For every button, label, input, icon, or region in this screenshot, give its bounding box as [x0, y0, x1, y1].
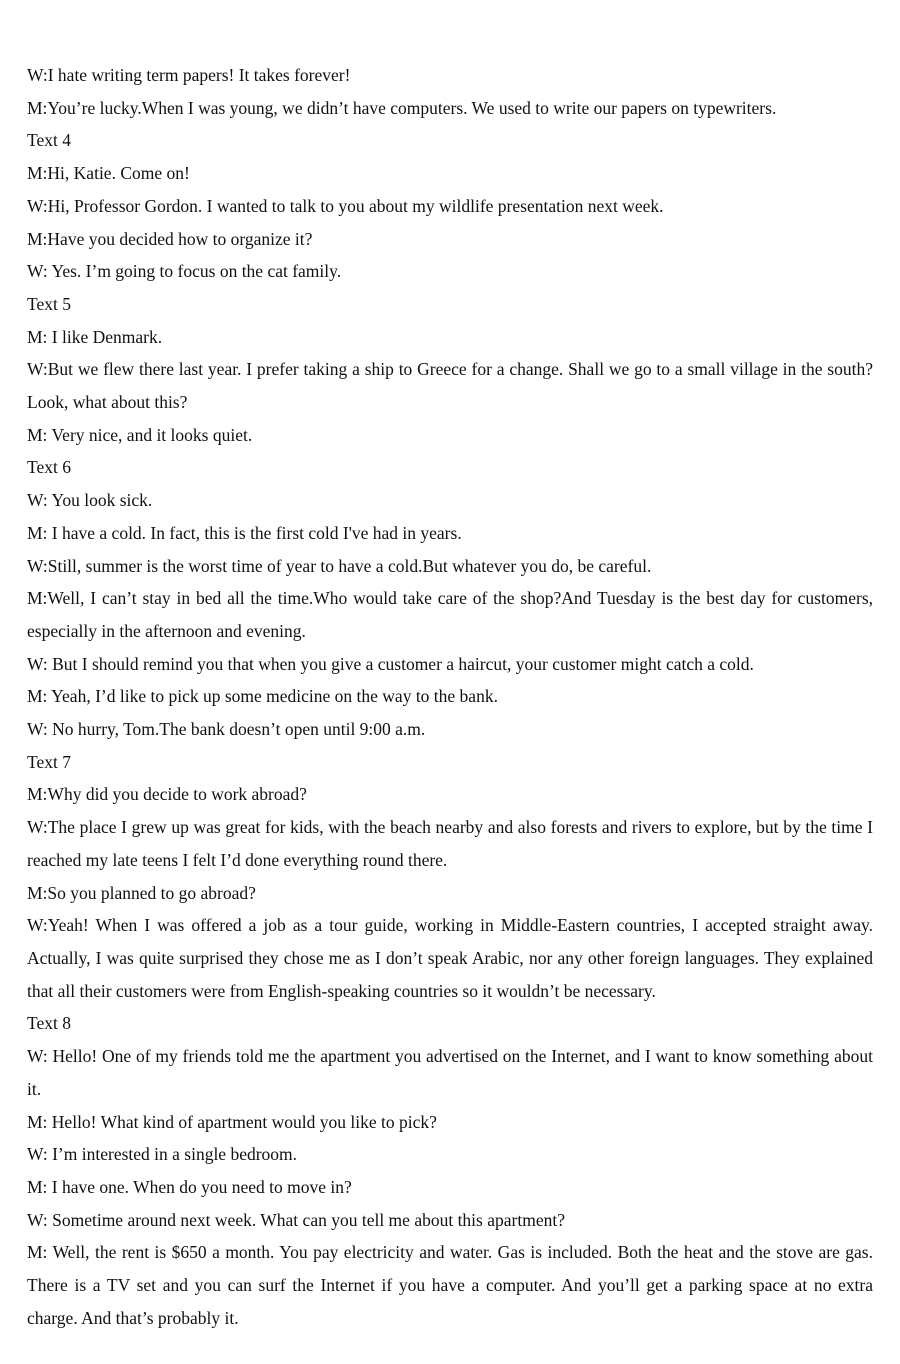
dialogue-line: W:Still, summer is the worst time of year to have a cold.But whatever you do, be careful.	[27, 555, 652, 576]
dialogue-line: W: You look sick.	[27, 490, 153, 511]
dialogue-line: M: I like Denmark.	[27, 326, 163, 347]
dialogue-line: M: I have a cold. In fact, this is the first cold I've had in years.	[27, 522, 462, 543]
section-heading: Text 5	[27, 293, 71, 314]
dialogue-line: M:Hi, Katie. Come on!	[27, 163, 190, 184]
dialogue-line: M: Well, the rent is $650 a month. You pay electricity and water. Gas is included. Both the heat and the stove are gas. There is a TV set and you can surf the Internet if you have a computer. And you’ll get a parking space at no extra charge. And that’s probably it.	[27, 1242, 873, 1328]
section-heading: Text 7	[27, 751, 71, 772]
dialogue-line: W: Hello! One of my friends told me the apartment you advertised on the Internet, and I want to know something about it.	[27, 1046, 873, 1099]
dialogue-line: W: No hurry, Tom.The bank doesn’t open until 9:00 a.m.	[27, 719, 426, 740]
dialogue-line: W: Sometime around next week. What can you tell me about this apartment?	[27, 1209, 565, 1230]
section-heading: Text 6	[27, 457, 71, 478]
dialogue-line: W:Hi, Professor Gordon. I wanted to talk to you about my wildlife presentation next week.	[27, 195, 664, 216]
dialogue-line: M:Have you decided how to organize it?	[27, 228, 313, 249]
dialogue-line: M:You’re lucky.When I was young, we didn’t have computers. We used to write our papers on typewriters.	[27, 97, 777, 118]
dialogue-line: M:Well, I can’t stay in bed all the time.Who would take care of the shop?And Tuesday is the best day for customers, especially in the afternoon and evening.	[27, 588, 873, 641]
section-heading: Text 4	[27, 130, 71, 151]
section-heading: Text 8	[27, 1013, 71, 1034]
dialogue-line: M: Hello! What kind of apartment would you like to pick?	[27, 1111, 437, 1132]
dialogue-line: W: I’m interested in a single bedroom.	[27, 1144, 298, 1165]
dialogue-line: M: Very nice, and it looks quiet.	[27, 424, 253, 445]
dialogue-line: W:I hate writing term papers! It takes forever!	[27, 65, 351, 85]
dialogue-line: W:Yeah! When I was offered a job as a tour guide, working in Middle-Eastern countries, I accepted straight away. Actually, I was quite surprised they chose me as I don’t speak Arabic, nor any other foreign languages. They explained that all their customers were from English-speaking countries so it wouldn’t be necessary.	[27, 915, 873, 1001]
dialogue-line: M:So you planned to go abroad?	[27, 882, 256, 903]
transcript-document	[27, 59, 873, 1334]
dialogue-line: M:Why did you decide to work abroad?	[27, 784, 307, 805]
dialogue-line: M: I have one. When do you need to move in?	[27, 1176, 352, 1197]
dialogue-line: W: Yes. I’m going to focus on the cat family.	[27, 261, 342, 282]
dialogue-line: W:But we flew there last year. I prefer taking a ship to Greece for a change. Shall we go to a small village in the south? Look, what about this?	[27, 359, 873, 413]
dialogue-line: W: But I should remind you that when you give a customer a haircut, your customer might catch a cold.	[27, 653, 754, 674]
dialogue-line: W:The place I grew up was great for kids, with the beach nearby and also forests and rivers to explore, but by the time I reached my late teens I felt I’d done everything round there.	[27, 817, 873, 870]
dialogue-line: M: Yeah, I’d like to pick up some medicine on the way to the bank.	[27, 686, 498, 707]
